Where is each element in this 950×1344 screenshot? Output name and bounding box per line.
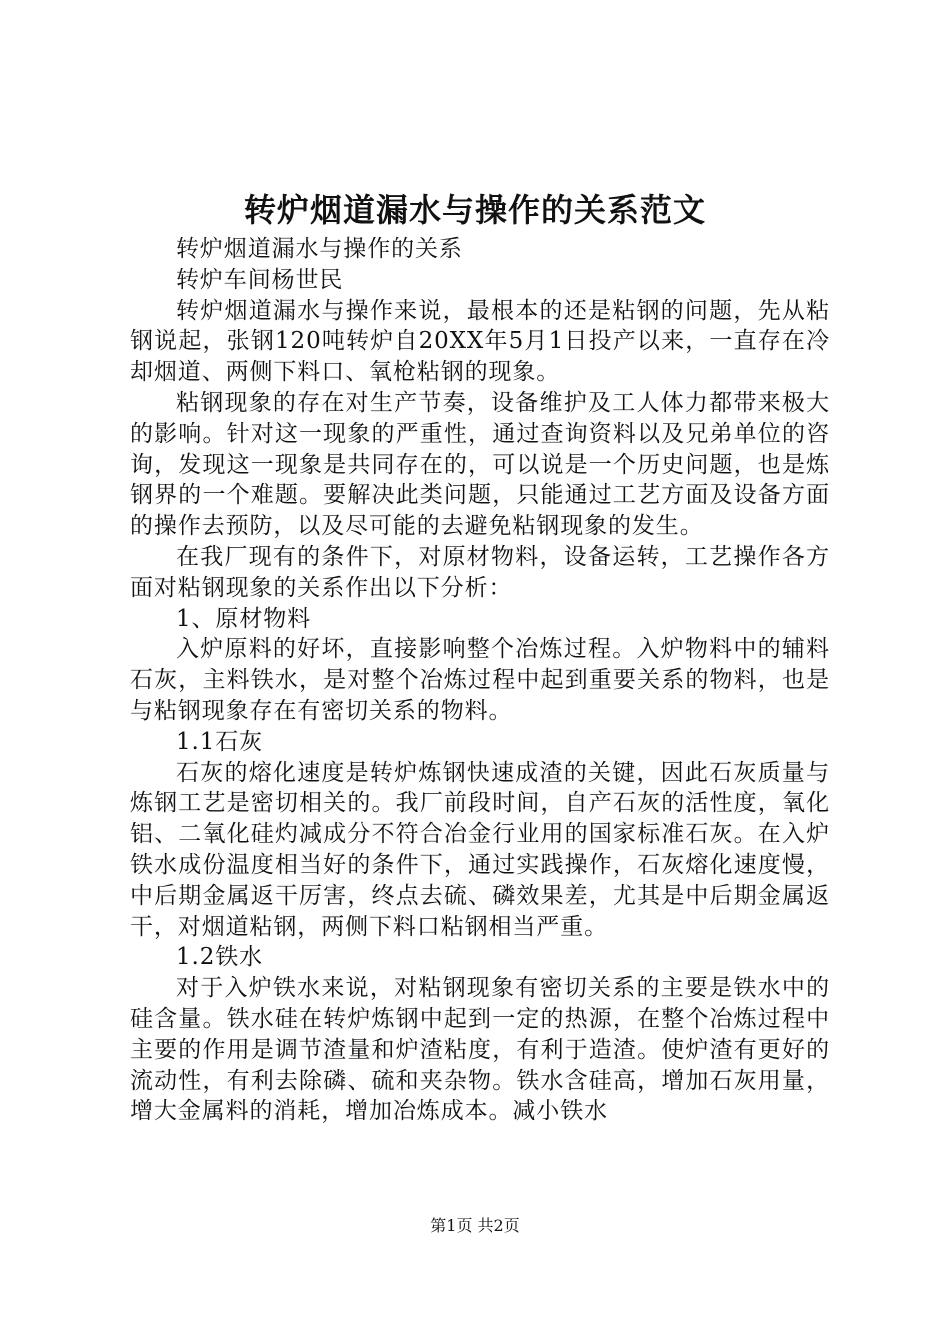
subsection-heading: 1.1石灰 — [176, 728, 264, 755]
subsection-heading: 1.2铁水 — [176, 944, 264, 971]
body-paragraph: 转炉烟道漏水与操作来说，最根本的还是粘钢的问题，先从粘钢说起，张钢120吨转炉自20XX年5月1日投产以来，一直存在冷却烟道、两侧下料口、氧枪粘钢的现象。 — [130, 297, 830, 386]
body-paragraph: 在我厂现有的条件下，对原材物料，设备运转，工艺操作各方面对粘钢现象的关系作出以下分析： — [130, 543, 830, 601]
document-body — [130, 234, 830, 1127]
body-paragraph: 对于入炉铁水来说，对粘钢现象有密切关系的主要是铁水中的硅含量。铁水硅在转炉炼钢中起到一定的热源，在整个冶炼过程中主要的作用是调节渣量和炉渣粘度，有利于造渣。使炉渣有更好的流动性，有利去除磷、硫和夹杂物。铁水含硅高，增加石灰用量，增大金属料的消耗，增加冶炼成本。减小铁水 — [130, 975, 830, 1125]
page-number-footer: 第1页 共2页 — [430, 1216, 520, 1235]
body-paragraph: 入炉原料的好坏，直接影响整个冶炼过程。入炉物料中的辅料石灰，主料铁水，是对整个冶炼过程中起到重要关系的物料，也是与粘钢现象存在有密切关系的物料。 — [130, 636, 830, 724]
document-title: 转炉烟道漏水与操作的关系范文 — [243, 191, 706, 229]
body-paragraph: 石灰的熔化速度是转炉炼钢快速成渣的关键，因此石灰质量与炼钢工艺是密切相关的。我厂前段时间，自产石灰的活性度，氧化铝、二氧化硅灼减成分不符合冶金行业用的国家标准石灰。在入炉铁水成份温度相当好的条件下，通过实践操作，石灰熔化速度慢，中后期金属返干厉害，终点去硫、磷效果差，尤其是中后期金属返干，对烟道粘钢，两侧下料口粘钢相当严重。 — [130, 759, 830, 940]
section-heading: 1、原材物料 — [176, 605, 312, 632]
subtitle-paragraph: 转炉烟道漏水与操作的关系 — [176, 236, 463, 262]
body-paragraph: 粘钢现象的存在对生产节奏，设备维护及工人体力都带来极大的影响。针对这一现象的严重性，通过查询资料以及兄弟单位的咨询，发现这一现象是共同存在的，可以说是一个历史问题，也是炼钢界的一个难题。要解决此类问题，只能通过工艺方面及设备方面的操作去预防，以及尽可能的去避免粘钢现象的发生。 — [130, 389, 830, 540]
author-paragraph: 转炉车间杨世民 — [176, 266, 344, 293]
